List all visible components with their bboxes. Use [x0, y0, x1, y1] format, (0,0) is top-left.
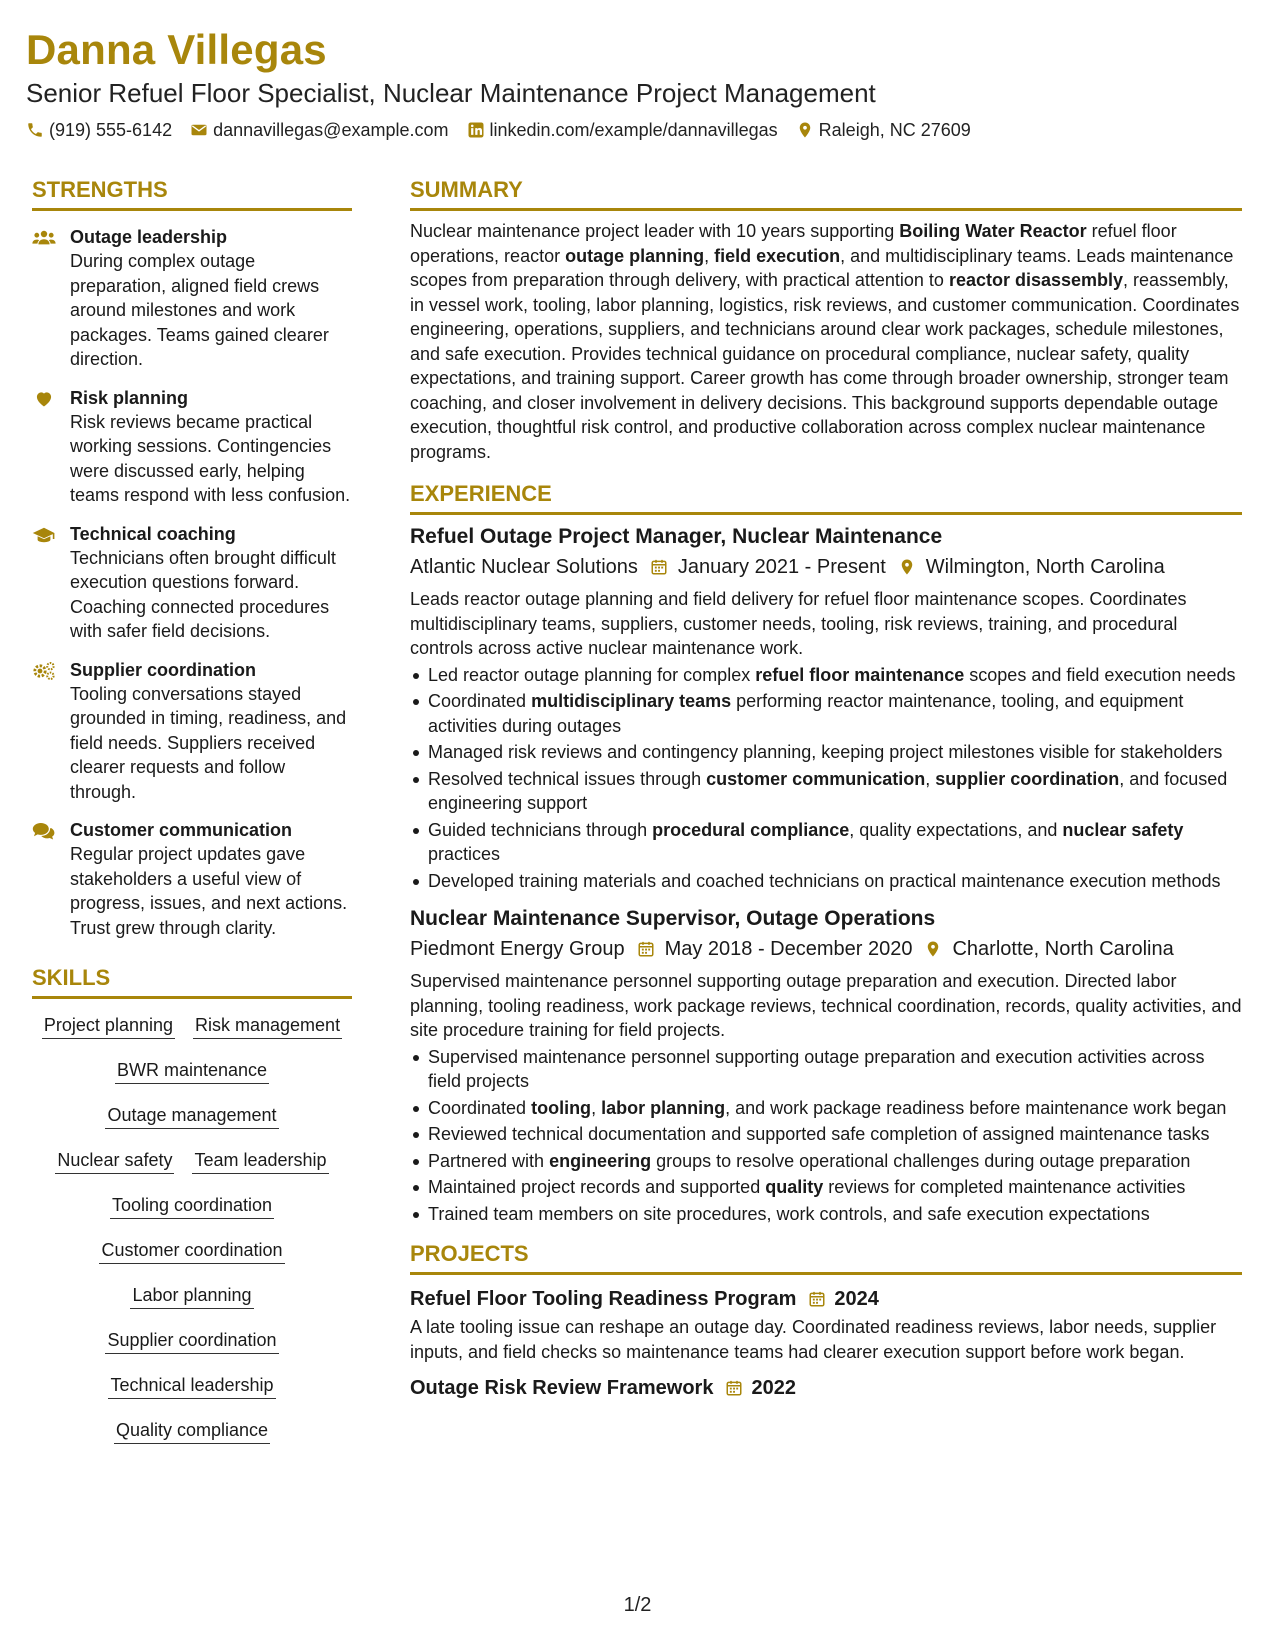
project-year: 2024 [834, 1288, 879, 1310]
text-segment: , and focused engineering support [428, 768, 1228, 813]
project-title: Refuel Floor Tooling Readiness Program [410, 1288, 797, 1310]
bullet-item [410, 663, 1242, 688]
text-segment: Partnered with [428, 1150, 550, 1171]
job-entry [410, 905, 1242, 1226]
phone-text: (919) 555-6142 [49, 120, 173, 140]
strength-body [70, 386, 352, 508]
project-description: A late tooling issue can reshape an outage day. Coordinated readiness reviews, labor needs, supplier inputs, and field checks so maintenance teams had clearer execution support before work began. [410, 1317, 1217, 1362]
strength-icon-wrap [32, 522, 70, 644]
strength-description: Tooling conversations stayed grounded in timing, readiness, and field needs. Suppliers received clearer requests and follow through. [70, 683, 347, 802]
heart-icon [32, 389, 56, 409]
bullet-item [410, 1175, 1242, 1200]
text-segment: Coordinated [428, 1097, 532, 1118]
skill-row [32, 1148, 352, 1174]
skill-tag: Technical leadership [108, 1373, 275, 1399]
skill-tag: Nuclear safety [55, 1148, 174, 1174]
location-text: Raleigh, NC 27609 [818, 120, 971, 140]
contact-email[interactable] [190, 118, 448, 142]
calendar-icon [650, 558, 668, 576]
projects-list [410, 1285, 1242, 1402]
skills-list [32, 1013, 352, 1444]
text-segment: groups to resolve operational challenges during outage preparation [651, 1150, 1191, 1171]
skill-tag: Risk management [193, 1013, 342, 1039]
job-title: Nuclear Maintenance Supervisor, Outage Operations [410, 907, 936, 930]
gears-icon [32, 661, 56, 681]
bold-keyword: customer communication [706, 768, 926, 789]
left-column [32, 176, 352, 1463]
strength-body [70, 225, 352, 372]
job-title: Refuel Outage Project Manager, Nuclear Maintenance [410, 525, 943, 548]
summary-heading: SUMMARY [410, 176, 1242, 211]
strength-item [32, 522, 352, 644]
skill-row [32, 1418, 352, 1444]
job-company: Piedmont Energy Group [410, 938, 625, 960]
bold-keyword: engineering [549, 1150, 652, 1171]
experience-heading: EXPERIENCE [410, 480, 1242, 515]
job-summary: Supervised maintenance personnel supporting outage preparation and execution. Directed labor planning, tooling readiness, work package reviews, technical coordination, records, quality activities, and site procedure training for field projects. [410, 971, 1242, 1040]
project-title-row [410, 1374, 1242, 1402]
project-entry [410, 1374, 1242, 1402]
strength-icon-wrap [32, 225, 70, 372]
job-summary: Leads reactor outage planning and field delivery for refuel floor maintenance scopes. Coordinates multidisciplinary teams, suppliers, customer needs, tooling, risk reviews, training, and procedural controls across active nuclear maintenance work. [410, 589, 1187, 658]
skills-heading: SKILLS [32, 964, 352, 999]
bullet-item [410, 1096, 1242, 1121]
strength-title: Customer communication [70, 820, 293, 840]
contact-location [796, 118, 971, 142]
strength-title: Supplier coordination [70, 659, 257, 680]
map-pin-icon [796, 121, 814, 139]
strength-description: During complex outage preparation, aligned field crews around milestones and work packages. Teams gained clearer direction. [70, 251, 329, 369]
bold-keyword: procedural compliance [652, 819, 850, 840]
bold-keyword: field execution [714, 245, 841, 266]
text-segment: reviews for completed maintenance activities [823, 1177, 1186, 1197]
strength-title: Outage leadership [70, 227, 228, 247]
text-segment: Reviewed technical documentation and supported safe completion of assigned maintenance tasks [428, 1124, 1210, 1144]
project-year: 2022 [751, 1377, 796, 1399]
skill-tag: Project planning [42, 1013, 175, 1039]
bold-keyword: Boiling Water Reactor [899, 221, 1087, 241]
skill-row [32, 1328, 352, 1354]
strength-item [32, 386, 352, 508]
text-segment: practices [428, 844, 501, 864]
skill-row [32, 1283, 352, 1309]
map-pin-icon [924, 940, 942, 958]
experience-list [410, 523, 1242, 1226]
text-segment: refuel floor operations, reactor [410, 221, 1177, 266]
strength-description: Risk reviews became practical working sessions. Contingencies were discussed early, helping teams respond with less confusion. [70, 411, 351, 505]
job-location: Charlotte, North Carolina [952, 938, 1174, 960]
map-pin-icon [898, 558, 916, 576]
bold-keyword: refuel floor maintenance [755, 664, 965, 685]
bullet-item [410, 1045, 1242, 1094]
text-segment: Guided technicians through [428, 819, 653, 840]
strength-body [70, 658, 352, 805]
text-segment: , [704, 245, 715, 266]
strength-icon-wrap [32, 658, 70, 805]
bullet-item [410, 689, 1242, 738]
text-segment: , [591, 1097, 602, 1118]
bold-keyword: quality [765, 1177, 824, 1197]
strength-title: Risk planning [70, 387, 189, 408]
job-location: Wilmington, North Carolina [925, 556, 1165, 578]
strength-item [32, 818, 352, 940]
page-number: 1/2 [623, 1594, 652, 1616]
job-meta [410, 935, 1242, 963]
bold-keyword: labor planning [601, 1097, 726, 1118]
skill-row [32, 1193, 352, 1219]
chat-icon [32, 821, 56, 841]
job-bullets [410, 1045, 1242, 1227]
text-segment: , reassembly, in vessel work, tooling, labor planning, logistics, risk reviews, and customer communication. Coordinates engineering, operations, suppliers, and technicians around clear work packages, schedule milestones, and safe execution. Provides technical guidance on procedural compliance, nuclear safety, quality expectations, and training support. Career growth has come through broader ownership, stronger team coaching, and closer involvement in delivery decisions. This background supports dependable outage execution, thoughtful risk control, and productive collaboration across complex nuclear maintenance programs. [410, 270, 1240, 462]
contact-linkedin[interactable] [467, 118, 778, 142]
skill-tag: BWR maintenance [115, 1058, 269, 1084]
project-entry [410, 1285, 1242, 1364]
text-segment: performing reactor maintenance, tooling, and equipment activities during outages [428, 691, 1184, 736]
bullet-item [410, 1149, 1242, 1174]
summary-text [410, 219, 1242, 464]
strength-description: Regular project updates gave stakeholders a useful view of progress, issues, and next actions. Trust grew through clarity. [70, 844, 348, 938]
bold-keyword: supplier coordination [935, 768, 1120, 789]
resume-header [26, 26, 1256, 142]
skill-row [32, 1013, 352, 1039]
text-segment: Managed risk reviews and contingency planning, keeping project milestones visible for stakeholders [428, 742, 1223, 762]
skill-row [32, 1103, 352, 1129]
contact-bar [26, 118, 1256, 142]
job-dates: May 2018 - December 2020 [664, 938, 913, 960]
bullet-item [410, 740, 1242, 765]
calendar-icon [725, 1379, 743, 1397]
text-segment: Maintained project records and supported [428, 1177, 766, 1197]
skill-row [32, 1058, 352, 1084]
strength-body [70, 522, 352, 644]
text-segment: , and multidisciplinary teams. Leads maintenance scopes from preparation through delivery, with practical attention to [410, 245, 1234, 290]
bullet-item [410, 818, 1242, 867]
text-segment: Resolved technical issues through [428, 768, 707, 789]
skill-tag: Quality compliance [114, 1418, 270, 1444]
bold-keyword: nuclear safety [1062, 819, 1184, 840]
text-segment: , quality expectations, and [849, 819, 1063, 840]
strength-description: Technicians often brought difficult execution questions forward. Coaching connected procedures with safer field decisions. [70, 547, 336, 641]
calendar-icon [808, 1290, 826, 1308]
text-segment: scopes and field execution needs [964, 664, 1236, 685]
projects-heading: PROJECTS [410, 1240, 1242, 1275]
text-segment: Led reactor outage planning for complex [428, 664, 756, 685]
strengths-list [32, 225, 352, 940]
text-segment: , and work package readiness before maintenance work began [725, 1097, 1227, 1118]
skill-row [32, 1238, 352, 1264]
skill-row [32, 1373, 352, 1399]
graduation-cap-icon [32, 525, 56, 545]
project-title-row [410, 1285, 1242, 1313]
candidate-name: Danna Villegas [26, 26, 327, 73]
text-segment: Nuclear maintenance project leader with 10 years supporting [410, 221, 900, 241]
bullet-item [410, 1202, 1242, 1227]
strength-item [32, 658, 352, 805]
bold-keyword: multidisciplinary teams [531, 691, 732, 711]
contact-phone [26, 118, 172, 142]
skill-tag: Supplier coordination [105, 1328, 278, 1354]
job-meta [410, 553, 1242, 581]
skill-tag: Outage management [105, 1103, 278, 1129]
strength-title: Technical coaching [70, 523, 236, 544]
job-entry [410, 523, 1242, 893]
strengths-heading: STRENGTHS [32, 176, 352, 211]
bold-keyword: outage planning [565, 245, 705, 266]
text-segment: Coordinated [428, 691, 532, 711]
right-column [410, 176, 1242, 1402]
text-segment: Supervised maintenance personnel supporting outage preparation and execution activities across field projects [428, 1046, 1205, 1091]
candidate-headline: Senior Refuel Floor Specialist, Nuclear Maintenance Project Management [26, 78, 876, 108]
phone-icon [26, 121, 44, 139]
text-segment: Trained team members on site procedures, work controls, and safe execution expectations [428, 1203, 1150, 1224]
bullet-item [410, 767, 1242, 816]
project-title: Outage Risk Review Framework [410, 1377, 714, 1399]
linkedin-link[interactable]: linkedin.com/example/dannavillegas [489, 120, 778, 140]
bold-keyword: tooling [531, 1097, 592, 1118]
bullet-item [410, 869, 1242, 894]
strength-icon-wrap [32, 818, 70, 940]
skill-tag: Team leadership [192, 1148, 328, 1174]
job-dates: January 2021 - Present [677, 556, 886, 578]
text-segment: , [925, 768, 936, 789]
users-icon [32, 228, 56, 248]
skill-tag: Tooling coordination [110, 1193, 274, 1219]
job-company: Atlantic Nuclear Solutions [410, 556, 638, 578]
skill-tag: Labor planning [130, 1283, 253, 1309]
strength-item [32, 225, 352, 372]
text-segment: Developed training materials and coached technicians on practical maintenance execution methods [428, 870, 1221, 891]
linkedin-icon [467, 121, 485, 139]
email-link[interactable]: dannavillegas@example.com [213, 120, 449, 140]
envelope-icon [190, 121, 208, 139]
bold-keyword: reactor disassembly [948, 270, 1124, 290]
strength-body [70, 818, 352, 940]
calendar-icon [637, 940, 655, 958]
strength-icon-wrap [32, 386, 70, 508]
skill-tag: Customer coordination [99, 1238, 284, 1264]
bullet-item [410, 1122, 1242, 1147]
job-bullets [410, 663, 1242, 894]
